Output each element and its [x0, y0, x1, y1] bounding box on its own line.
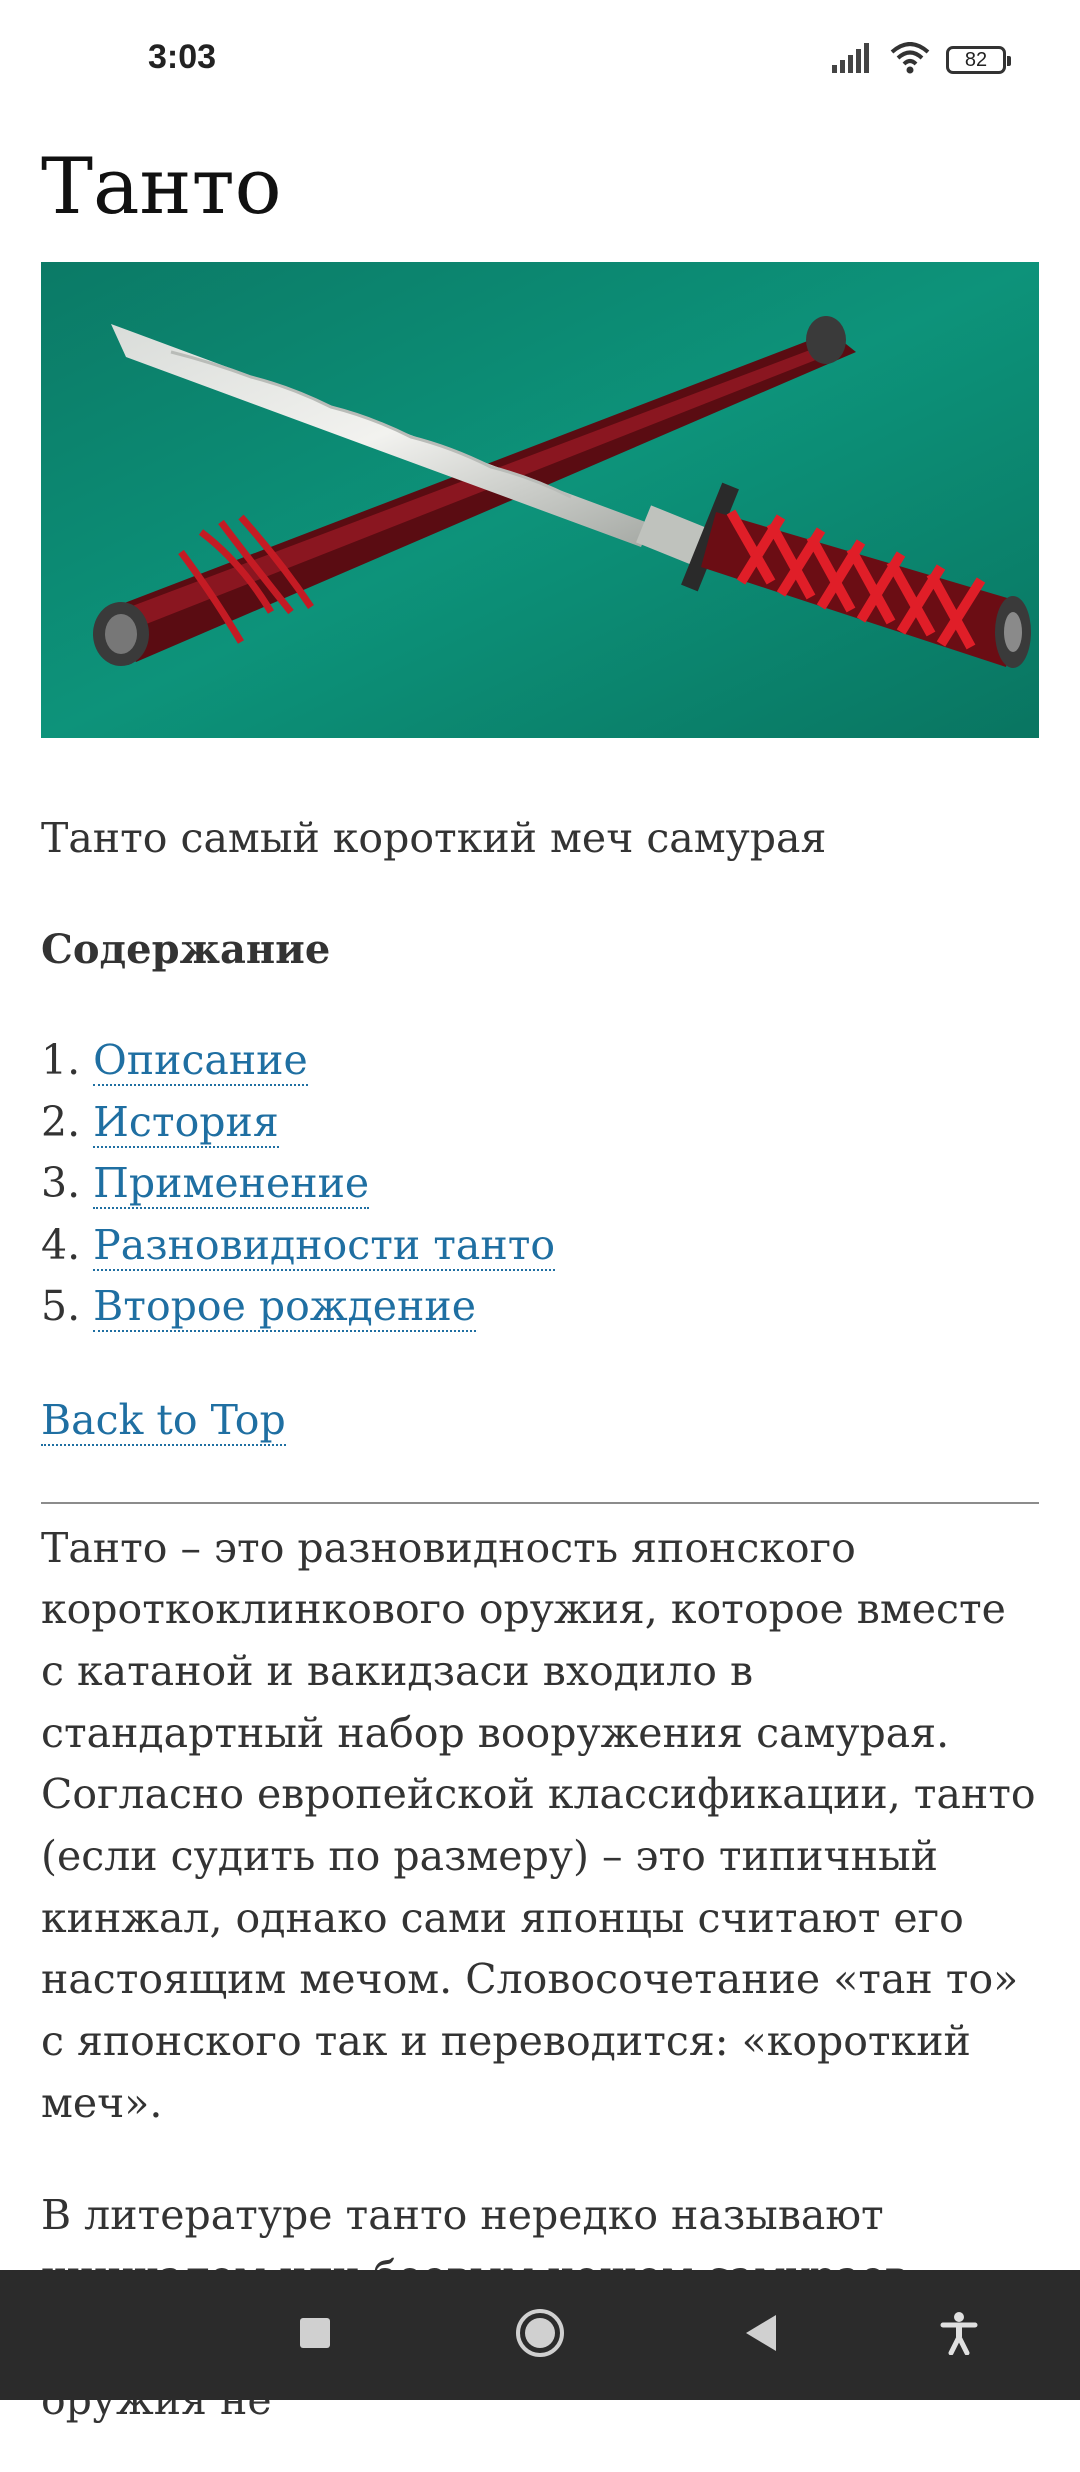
- toc-link-rebirth[interactable]: Второе рождение: [93, 1282, 476, 1330]
- status-time: 3:03: [148, 38, 217, 76]
- back-to-top-wrap: [41, 1390, 1039, 1450]
- accessibility-icon: [939, 2311, 979, 2359]
- section-divider: [41, 1502, 1039, 1504]
- toc-item-number: 1.: [41, 1036, 81, 1084]
- system-nav-bar: [0, 2270, 1080, 2400]
- back-to-top-link[interactable]: Back to Top: [41, 1395, 286, 1444]
- toc-link-varieties[interactable]: Разновидности танто: [93, 1220, 556, 1269]
- toc-item-number: 5.: [41, 1282, 81, 1330]
- signal-icon: [832, 43, 874, 78]
- battery-level: 82: [964, 48, 988, 71]
- battery-icon: [946, 46, 1006, 74]
- page-title: Танто: [41, 142, 282, 232]
- toc-item: [41, 1215, 1039, 1277]
- toc-item: [41, 1276, 1039, 1338]
- article: [41, 120, 1039, 2472]
- toc-item: [41, 1030, 1039, 1092]
- toc-item-number: 3.: [41, 1159, 81, 1207]
- square-icon: [298, 2316, 332, 2354]
- back-triangle-icon: [742, 2313, 778, 2357]
- circle-icon: [514, 2307, 566, 2363]
- recents-button[interactable]: [282, 2302, 348, 2368]
- home-button[interactable]: [507, 2302, 573, 2368]
- back-button[interactable]: [727, 2302, 793, 2368]
- accessibility-button[interactable]: [926, 2302, 992, 2368]
- toc-link-description[interactable]: Описание: [93, 1036, 308, 1084]
- toc-item: [41, 1092, 1039, 1154]
- toc-title: Содержание: [41, 926, 331, 973]
- status-icons: [832, 40, 1006, 80]
- wifi-icon: [890, 42, 930, 79]
- article-paragraph: В литературе танто нередко называют: [41, 2190, 884, 2239]
- image-caption: Танто самый короткий меч самурая: [41, 814, 827, 862]
- article-paragraph: Танто – это разновидность японского короткоклинкового оружия, которое вместе с катаной и вакидзаси входило в стандартный набор вооружения самурая. Согласно европейской классификации, танто (если судить по размеру) – это типичный кинжал, однако сами японцы считают его настоящим мечом. Словосочетание «тан то» с японского так и переводится: «короткий меч».: [41, 1523, 1036, 2127]
- toc-item-number: 4.: [41, 1220, 81, 1269]
- status-bar: [0, 0, 1080, 120]
- toc-item: [41, 1153, 1039, 1215]
- toc-list: [41, 1030, 1039, 1338]
- toc-link-history[interactable]: История: [93, 1097, 279, 1146]
- tanto-sword-image: [41, 262, 1039, 738]
- toc-link-usage[interactable]: Применение: [93, 1159, 370, 1207]
- toc-item-number: 2.: [41, 1097, 81, 1146]
